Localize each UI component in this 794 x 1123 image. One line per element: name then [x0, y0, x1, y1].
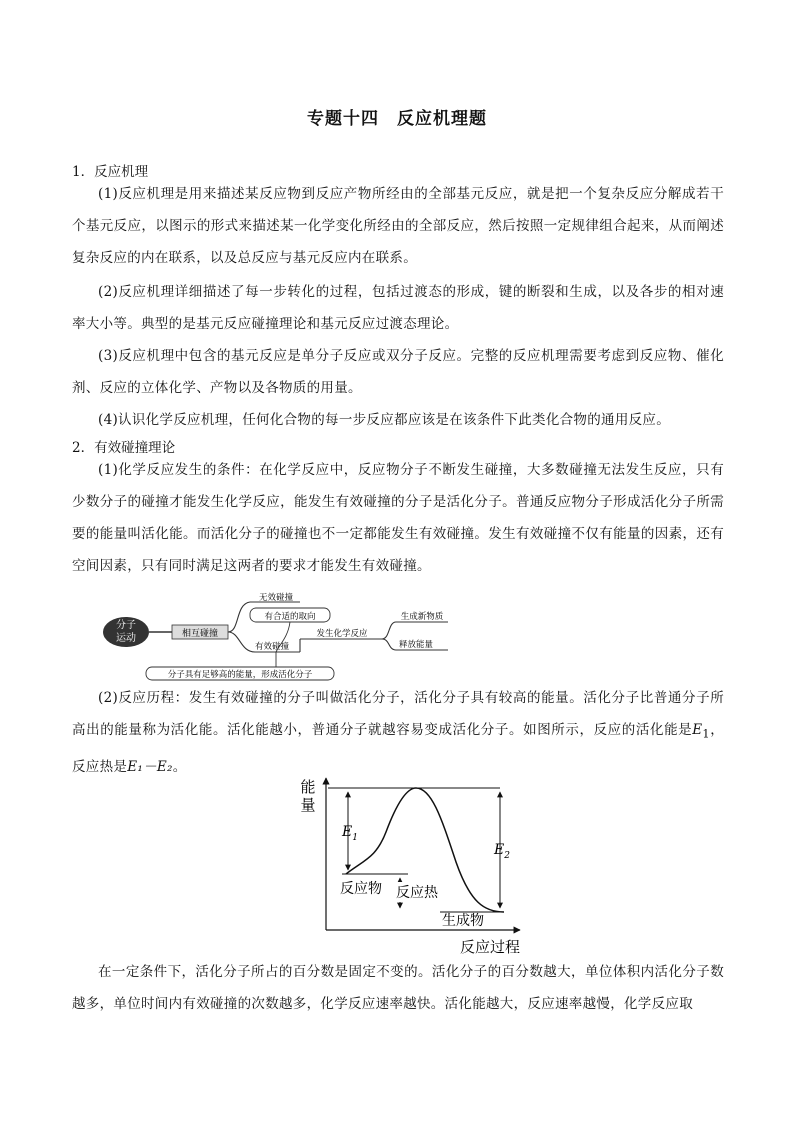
section1-heading: 1．反应机理 — [72, 164, 149, 180]
y-label-1: 能 — [300, 778, 316, 796]
energy-condition-label: 分子具有足够高的能量，形成活化分子 — [167, 670, 313, 680]
para2-e1: E — [692, 722, 703, 738]
product-label: 生成物 — [442, 913, 484, 929]
reaction-label: 发生化学反应 — [316, 629, 368, 639]
e1-label: $E_1$ — [342, 824, 358, 843]
para2-text-b: ，反应热是 — [72, 722, 724, 775]
y-label-2: 量 — [300, 796, 316, 814]
reactant-label: 反应物 — [340, 881, 382, 897]
section2-paragraph-3: 在一定条件下，活化分子所占的百分数是固定不变的。活化分子的百分数越大，单位体积内活化分子数越多，单位时间内有效碰撞的次数越多，化学反应速率越快。活化能越大，反应速率越慢，化学反应取 — [72, 964, 724, 1012]
molecule-label-1: 分子 — [116, 620, 136, 631]
para2-formula: E₁－E₂ — [127, 758, 173, 775]
section1-paragraph-3: (3)反应机理中包含的基元反应是单分子反应或双分子反应。完整的反应机理需要考虑到反应物、催化剂、反应的立体化学、产物以及各物质的用量。 — [72, 348, 724, 396]
new-substance-label: 生成新物质 — [400, 612, 444, 622]
orientation-label: 有合适的取向 — [264, 612, 316, 622]
heat-label: 反应热 — [396, 885, 438, 901]
para2-text-a: (2)反应历程：发生有效碰撞的分子叫做活化分子，活化分子具有较高的能量。活化分子比普通分子所高出的能量称为活化能。活化能越小，普通分子就越容易变成活化分子。如图所示，反应的活化能是 — [72, 690, 724, 738]
page-title: 专题十四 反应机理题 — [307, 109, 487, 129]
section2-paragraph-1: (1)化学反应发生的条件：在化学反应中，反应物分子不断发生碰撞，大多数碰撞无法发生反应，只有少数分子的碰撞才能发生化学反应，能发生有效碰撞的分子是活化分子。普通反应物分子形成活化分子所需要的能量叫活化能。而活化分子的碰撞也不一定都能发生有效碰撞。发生有效碰撞不仅有能量的因素，还有空间因素，只有同时满足这两者的要求才能发生有效碰撞。 — [72, 462, 724, 574]
x-label: 反应过程 — [459, 938, 521, 956]
para2-e1-sub: 1 — [702, 727, 710, 741]
invalid-label: 无效碰撞 — [258, 593, 294, 603]
section2-paragraph-2 — [72, 682, 724, 783]
para2-end: 。 — [172, 758, 187, 775]
collide-label: 相互碰撞 — [181, 629, 219, 639]
section1-paragraph-1: (1)反应机理是用来描述某反应物到反应产物所经由的全部基元反应，就是把一个复杂反应分解成若干个基元反应，以图示的形式来描述某一化学变化所经由的全部反应，然后按照一定规律组合起来，从而阐述复杂反应的内在联系，以及总反应与基元反应内在联系。 — [72, 186, 724, 266]
collision-diagram — [100, 592, 460, 684]
energy-diagram — [290, 772, 530, 960]
e2-label: $E_2$ — [494, 842, 510, 861]
section2-heading: 2．有效碰撞理论 — [72, 440, 176, 456]
section1-paragraph-4: (4)认识化学反应机理，任何化合物的每一步反应都应该是在该条件下此类化合物的通用反应。 — [98, 412, 671, 428]
section1-paragraph-2: (2)反应机理详细描述了每一步转化的过程，包括过渡态的形成，键的断裂和生成，以及各步的相对速率大小等。典型的是基元反应碰撞理论和基元反应过渡态理论。 — [72, 284, 724, 332]
release-energy-label: 释放能量 — [398, 640, 434, 650]
molecule-label-2: 运动 — [116, 633, 136, 644]
valid-label: 有效碰撞 — [254, 642, 290, 652]
